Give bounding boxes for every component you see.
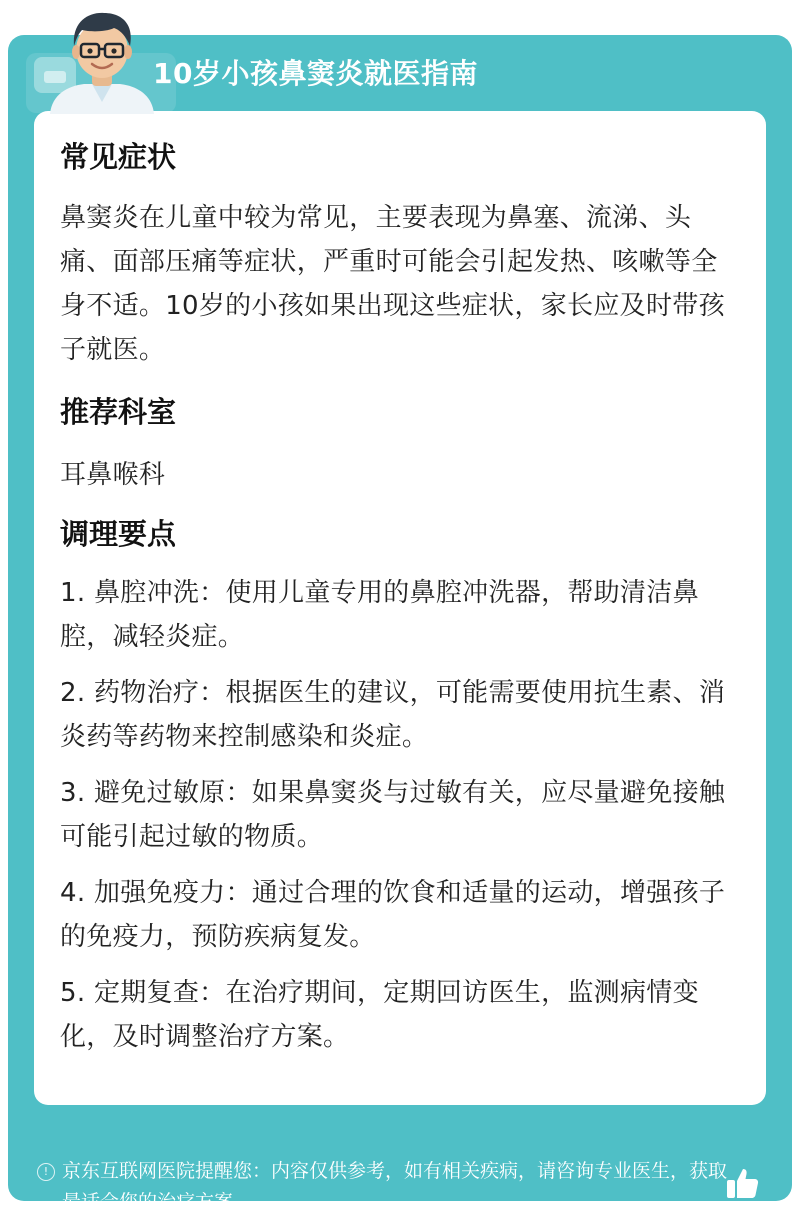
section-title-symptoms: 常见症状 — [60, 140, 177, 174]
info-icon: ! — [37, 1163, 55, 1181]
footer — [8, 1120, 792, 1213]
content-card — [34, 111, 766, 1105]
doctor-avatar-icon — [44, 6, 160, 114]
list-item: 2. 药物治疗：根据医生的建议，可能需要使用抗生素、消炎药等药物来控制感染和炎症。 — [60, 678, 726, 752]
section-title-care: 调理要点 — [60, 517, 177, 551]
list-item: 4. 加强免疫力：通过合理的饮食和适量的运动，增强孩子的免疫力，预防疾病复发。 — [60, 878, 726, 952]
section-body-department: 耳鼻喉科 — [60, 460, 166, 490]
list-item: 3. 避免过敏原：如果鼻窦炎与过敏有关，应尽量避免接触可能引起过敏的物质。 — [60, 778, 726, 852]
page-title: 10岁小孩鼻窦炎就医指南 — [153, 57, 478, 90]
section-title-department: 推荐科室 — [60, 395, 177, 429]
section-body-symptoms: 鼻窦炎在儿童中较为常见，主要表现为鼻塞、流涕、头痛、面部压痛等症状，严重时可能会引起发热、咳嗽等全身不适。10岁的小孩如果出现这些症状，家长应及时带孩子就医。 — [60, 203, 725, 365]
care-tips-list — [60, 571, 740, 1059]
footer-disclaimer: 京东互联网医院提醒您：内容仅供参考，如有相关疾病，请咨询专业医生，获取最适合您的治疗方案 — [62, 1160, 728, 1213]
thumbs-up-icon[interactable] — [724, 1165, 760, 1201]
list-item: 5. 定期复查：在治疗期间，定期回访医生，监测病情变化，及时调整治疗方案。 — [60, 978, 699, 1052]
list-item: 1. 鼻腔冲洗：使用儿童专用的鼻腔冲洗器，帮助清洁鼻腔，减轻炎症。 — [60, 578, 699, 652]
